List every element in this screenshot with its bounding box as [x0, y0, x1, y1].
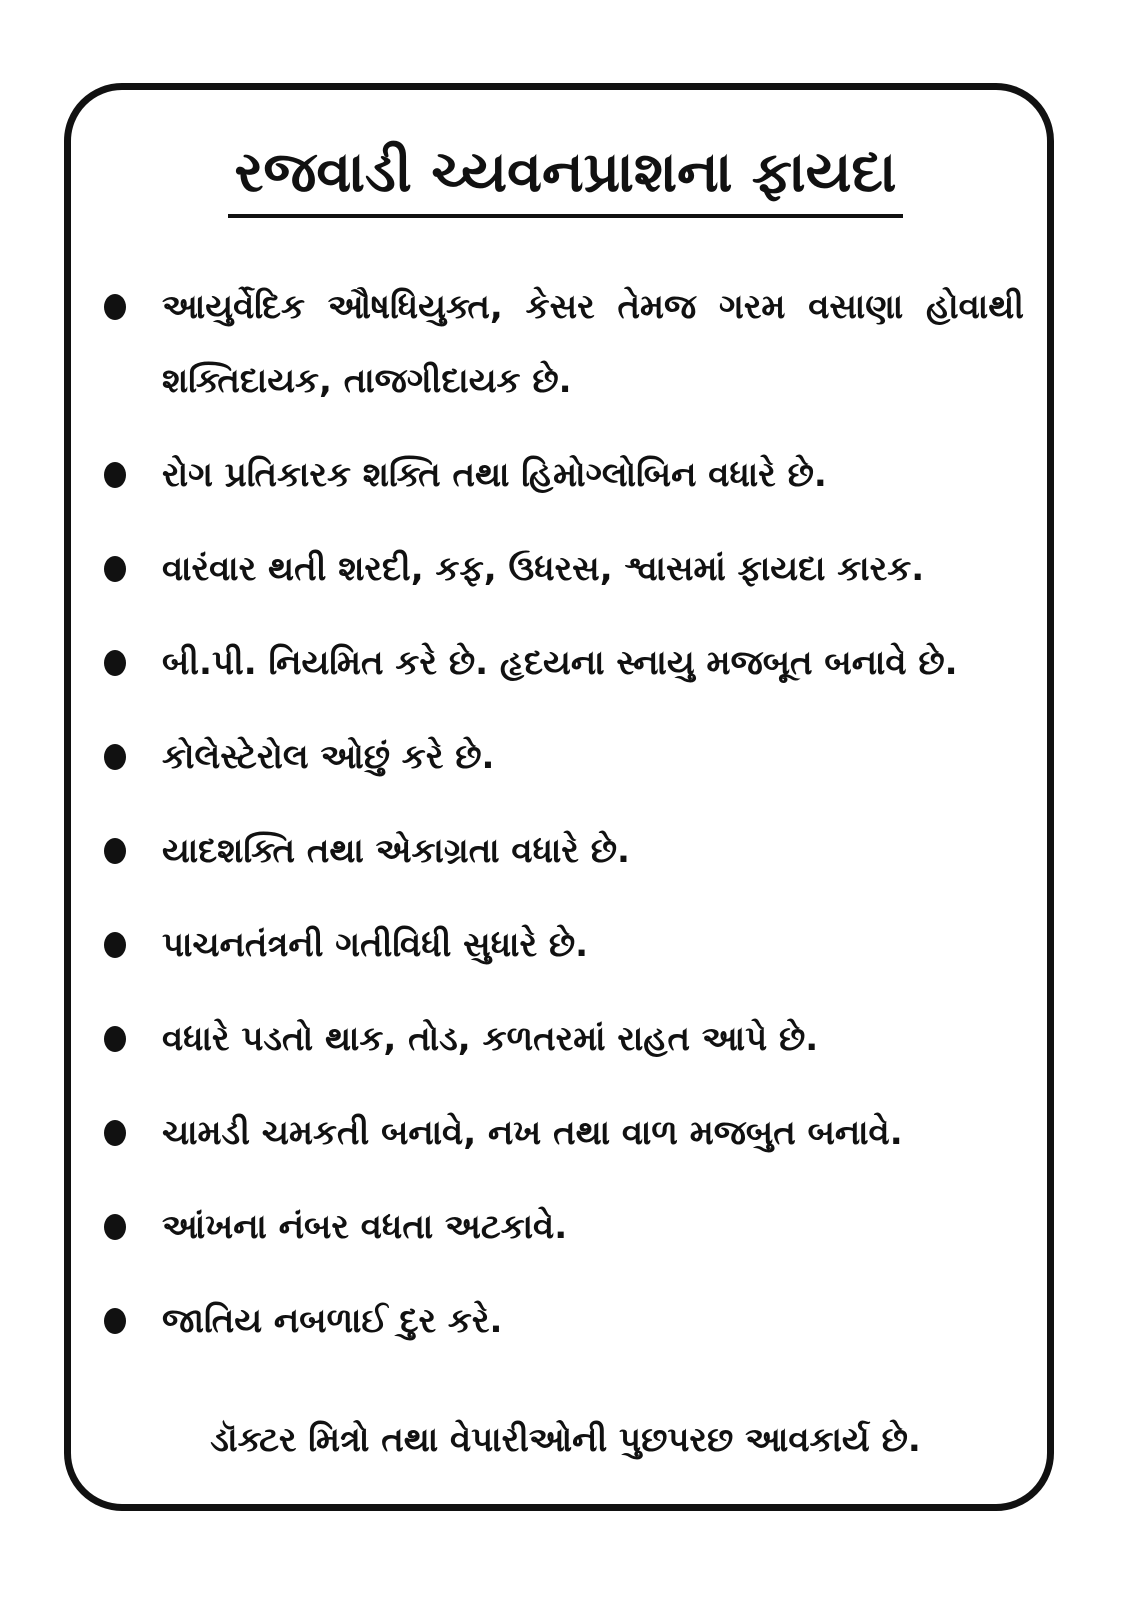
benefit-item — [104, 270, 1024, 418]
benefit-text: વધારે પડતો થાક, તોડ, કળતરમાં રાહત આપે છે. — [162, 1019, 819, 1059]
benefit-item — [104, 908, 1024, 982]
benefit-text: પાચનતંત્રની ગતીવિધી સુધારે છે. — [162, 925, 589, 965]
bullet-icon — [104, 1214, 126, 1240]
bullet-icon — [104, 1120, 126, 1146]
benefit-item — [104, 1002, 1024, 1076]
footer-note: ડૉક્ટર મિત્રો તથા વેપારીઓની પુછપરછ આવકાર્ય છે. — [210, 1420, 921, 1460]
benefit-text: આયુર્વેદિક ઔષધિયુક્ત, કેસર તેમજ ગરમ વસાણા હોવાથી શક્તિદાયક, તાજગીદાયક છે. — [162, 287, 1024, 401]
benefit-text: આંખના નંબર વધતા અટકાવે. — [162, 1207, 568, 1247]
bullet-icon — [104, 932, 126, 958]
benefit-item — [104, 1096, 1024, 1170]
benefit-text: રોગ પ્રતિકારક શક્તિ તથા હિમોગ્લોબિન વધારે છે. — [162, 455, 827, 495]
bullet-icon — [104, 838, 126, 864]
bullet-icon — [104, 1308, 126, 1334]
page-title: રજવાડી ચ્યવનપ્રાશના ફાયદા — [228, 138, 902, 218]
bullet-icon — [104, 744, 126, 770]
benefits-list — [104, 270, 1024, 1378]
benefit-item — [104, 532, 1024, 606]
bullet-icon — [104, 650, 126, 676]
bullet-icon — [104, 1026, 126, 1052]
benefit-item — [104, 438, 1024, 512]
benefit-item — [104, 720, 1024, 794]
benefit-text: જાતિય નબળાઈ દુર કરે. — [162, 1301, 503, 1341]
benefit-text: કોલેસ્ટેરોલ ઓછું કરે છે. — [162, 737, 495, 777]
benefit-text: યાદશક્તિ તથા એકાગ્રતા વધારે છે. — [162, 831, 630, 871]
benefit-text: ચામડી ચમકતી બનાવે, નખ તથા વાળ મજબુત બનાવે. — [162, 1113, 903, 1153]
benefit-text: વારંવાર થતી શરદી, કફ, ઉધરસ, શ્વાસમાં ફાયદા કારક. — [162, 549, 925, 589]
benefit-item — [104, 626, 1024, 700]
benefit-item — [104, 1190, 1024, 1264]
benefit-item — [104, 814, 1024, 888]
bullet-icon — [104, 556, 126, 582]
bullet-icon — [104, 462, 126, 488]
benefit-text: બી.પી. નિયમિત કરે છે. હૃદયના સ્નાયુ મજબૂત બનાવે છે. — [162, 643, 958, 683]
bullet-icon — [104, 294, 126, 320]
title-block — [0, 138, 1131, 218]
benefit-item — [104, 1284, 1024, 1358]
